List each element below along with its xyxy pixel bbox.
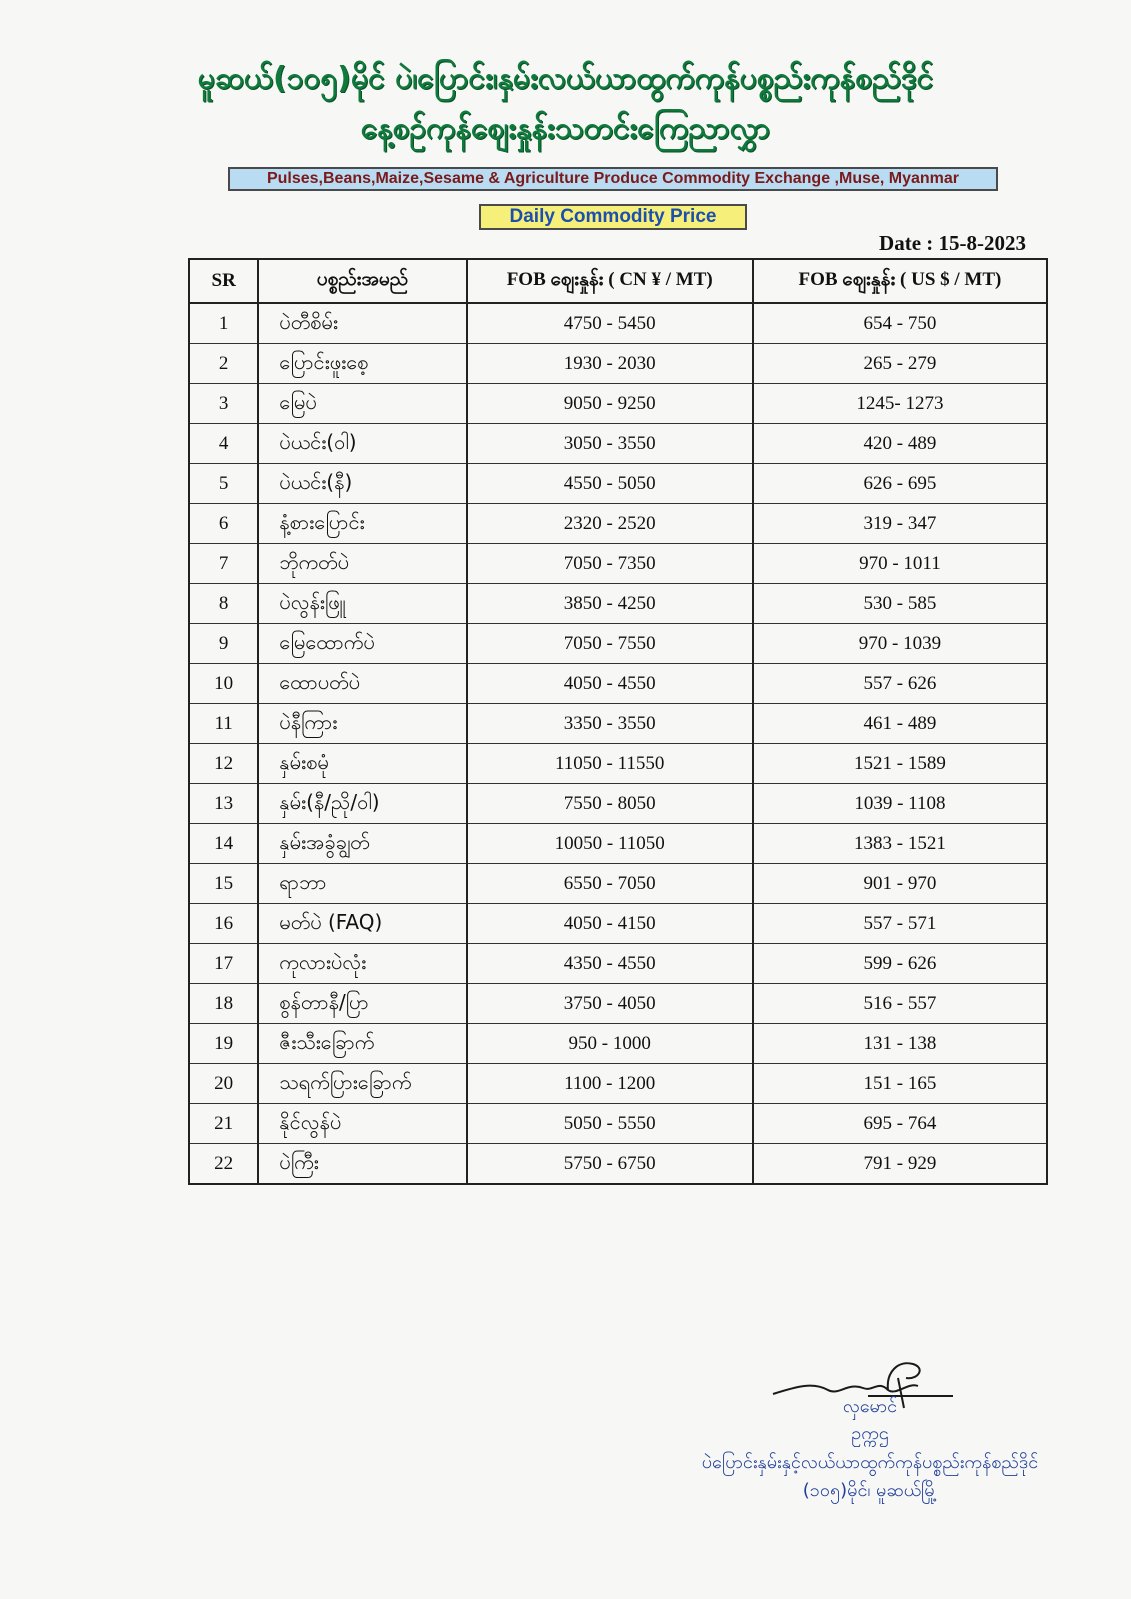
cell-fob-cny: 5050 - 5550 — [467, 1104, 753, 1144]
daily-commodity-price-banner: Daily Commodity Price — [479, 204, 747, 230]
cell-item-name: နှမ်း(နီ/ညို/ဝါ) — [258, 784, 466, 824]
cell-sr: 14 — [189, 824, 258, 864]
table-row — [189, 784, 1047, 824]
cell-fob-cny: 950 - 1000 — [467, 1024, 753, 1064]
cell-item-name: မြေပဲ — [258, 384, 466, 424]
signer-location: (၁၀၅)မိုင်၊ မူဆယ်မြို့ — [802, 1480, 938, 1501]
cell-fob-cny: 2320 - 2520 — [467, 504, 753, 544]
cell-fob-cny: 7550 - 8050 — [467, 784, 753, 824]
table-row — [189, 1064, 1047, 1104]
table-row — [189, 384, 1047, 424]
table-row — [189, 1104, 1047, 1144]
header-fob-cny: FOB ဈေးနှုန်း ( CN ¥ / MT) — [467, 259, 753, 303]
cell-sr: 13 — [189, 784, 258, 824]
cell-item-name: သရက်ပြားခြောက် — [258, 1064, 466, 1104]
cell-item-name: ပဲယင်း(နီ) — [258, 464, 466, 504]
cell-fob-usd: 970 - 1011 — [753, 544, 1047, 584]
cell-item-name: နှမ်းစမုံ — [258, 744, 466, 784]
table-row — [189, 624, 1047, 664]
table-row — [189, 984, 1047, 1024]
table-row — [189, 904, 1047, 944]
cell-item-name: ပဲကြီး — [258, 1144, 466, 1185]
cell-fob-cny: 11050 - 11550 — [467, 744, 753, 784]
table-row — [189, 504, 1047, 544]
cell-item-name: ပဲတီစိမ်း — [258, 303, 466, 344]
table-row — [189, 584, 1047, 624]
table-row — [189, 824, 1047, 864]
table-row — [189, 704, 1047, 744]
cell-item-name: ထောပတ်ပဲ — [258, 664, 466, 704]
table-row — [189, 744, 1047, 784]
cell-sr: 7 — [189, 544, 258, 584]
cell-fob-cny: 3850 - 4250 — [467, 584, 753, 624]
cell-sr: 8 — [189, 584, 258, 624]
cell-fob-cny: 4050 - 4550 — [467, 664, 753, 704]
cell-sr: 16 — [189, 904, 258, 944]
cell-sr: 6 — [189, 504, 258, 544]
cell-fob-cny: 4350 - 4550 — [467, 944, 753, 984]
signer-name: လှမောင် — [842, 1396, 898, 1417]
cell-fob-usd: 654 - 750 — [753, 303, 1047, 344]
table-row — [189, 1024, 1047, 1064]
cell-item-name: နံ့စားပြောင်း — [258, 504, 466, 544]
cell-sr: 12 — [189, 744, 258, 784]
cell-sr: 11 — [189, 704, 258, 744]
cell-fob-cny: 1930 - 2030 — [467, 344, 753, 384]
myanmar-title-line-2: နေ့စဉ်ကုန်ဈေးနှုန်းသတင်းကြေညာလွှာ — [360, 111, 771, 146]
cell-fob-usd: 599 - 626 — [753, 944, 1047, 984]
cell-fob-cny: 1100 - 1200 — [467, 1064, 753, 1104]
cell-item-name: ပဲလွန်းဖြူ — [258, 584, 466, 624]
table-row — [189, 344, 1047, 384]
cell-item-name: ရာဘာ — [258, 864, 466, 904]
header-sr: SR — [189, 259, 258, 303]
cell-fob-cny: 3350 - 3550 — [467, 704, 753, 744]
cell-item-name: ပဲယင်း(ဝါ) — [258, 424, 466, 464]
cell-fob-usd: 516 - 557 — [753, 984, 1047, 1024]
cell-sr: 18 — [189, 984, 258, 1024]
cell-item-name: ဘိုကတ်ပဲ — [258, 544, 466, 584]
table-row — [189, 464, 1047, 504]
report-date: Date : 15-8-2023 — [879, 231, 1026, 255]
cell-fob-usd: 626 - 695 — [753, 464, 1047, 504]
cell-item-name: နိုင်လွန်ပဲ — [258, 1104, 466, 1144]
cell-item-name: ပြောင်းဖူးစေ့ — [258, 344, 466, 384]
table-row — [189, 424, 1047, 464]
table-header-row — [189, 259, 1047, 303]
table-row — [189, 944, 1047, 984]
cell-sr: 20 — [189, 1064, 258, 1104]
cell-item-name: ဇီးသီးခြောက် — [258, 1024, 466, 1064]
cell-fob-usd: 970 - 1039 — [753, 624, 1047, 664]
cell-fob-usd: 530 - 585 — [753, 584, 1047, 624]
cell-fob-usd: 557 - 571 — [753, 904, 1047, 944]
cell-sr: 22 — [189, 1144, 258, 1185]
cell-fob-cny: 9050 - 9250 — [467, 384, 753, 424]
table-row — [189, 864, 1047, 904]
cell-fob-usd: 791 - 929 — [753, 1144, 1047, 1185]
cell-sr: 4 — [189, 424, 258, 464]
cell-item-name: မြေထောက်ပဲ — [258, 624, 466, 664]
english-exchange-banner: Pulses,Beans,Maize,Sesame & Agriculture Produce Commodity Exchange ,Muse, Myanmar — [228, 167, 998, 191]
cell-fob-cny: 4050 - 4150 — [467, 904, 753, 944]
cell-item-name: မတ်ပဲ (FAQ) — [258, 904, 466, 944]
cell-sr: 17 — [189, 944, 258, 984]
cell-fob-usd: 1521 - 1589 — [753, 744, 1047, 784]
cell-fob-usd: 557 - 626 — [753, 664, 1047, 704]
cell-fob-usd: 461 - 489 — [753, 704, 1047, 744]
signer-organization: ပဲပြောင်းနှမ်းနှင့်လယ်ယာထွက်ကုန်ပစ္စည်းကုန်စည်ဒိုင် — [701, 1452, 1039, 1473]
cell-fob-usd: 131 - 138 — [753, 1024, 1047, 1064]
cell-fob-usd: 1245- 1273 — [753, 384, 1047, 424]
cell-fob-cny: 4550 - 5050 — [467, 464, 753, 504]
cell-fob-cny: 7050 - 7550 — [467, 624, 753, 664]
cell-fob-usd: 319 - 347 — [753, 504, 1047, 544]
table-row — [189, 1144, 1047, 1185]
cell-item-name: နှမ်းအခွံချွတ် — [258, 824, 466, 864]
cell-fob-cny: 7050 - 7350 — [467, 544, 753, 584]
table-body — [189, 303, 1047, 1184]
cell-item-name: စွန်တာနီ/ပြာ — [258, 984, 466, 1024]
cell-fob-usd: 420 - 489 — [753, 424, 1047, 464]
cell-fob-cny: 10050 - 11050 — [467, 824, 753, 864]
signer-role: ဥက္ကဌ — [851, 1423, 889, 1444]
header-item-name: ပစ္စည်းအမည် — [258, 259, 466, 303]
table-row — [189, 664, 1047, 704]
cell-fob-usd: 1383 - 1521 — [753, 824, 1047, 864]
commodity-price-table — [188, 258, 1048, 1185]
cell-fob-cny: 3750 - 4050 — [467, 984, 753, 1024]
cell-sr: 19 — [189, 1024, 258, 1064]
cell-fob-usd: 151 - 165 — [753, 1064, 1047, 1104]
cell-sr: 5 — [189, 464, 258, 504]
cell-fob-usd: 695 - 764 — [753, 1104, 1047, 1144]
cell-sr: 9 — [189, 624, 258, 664]
cell-sr: 15 — [189, 864, 258, 904]
cell-fob-cny: 4750 - 5450 — [467, 303, 753, 344]
cell-fob-usd: 265 - 279 — [753, 344, 1047, 384]
header-fob-usd: FOB ဈေးနှုန်း ( US $ / MT) — [753, 259, 1047, 303]
table-row — [189, 303, 1047, 344]
cell-fob-cny: 6550 - 7050 — [467, 864, 753, 904]
myanmar-title-line-1: မူဆယ်(၁၀၅)မိုင် ပဲ၊ပြောင်း၊နှမ်းလယ်ယာထွက်ကုန်ပစ္စည်းကုန်စည်ဒိုင် — [197, 61, 934, 96]
cell-sr: 3 — [189, 384, 258, 424]
cell-sr: 21 — [189, 1104, 258, 1144]
cell-fob-usd: 901 - 970 — [753, 864, 1047, 904]
cell-sr: 2 — [189, 344, 258, 384]
cell-fob-cny: 5750 - 6750 — [467, 1144, 753, 1185]
cell-fob-cny: 3050 - 3550 — [467, 424, 753, 464]
cell-item-name: ကုလားပဲလုံး — [258, 944, 466, 984]
cell-sr: 1 — [189, 303, 258, 344]
table-row — [189, 544, 1047, 584]
cell-item-name: ပဲနီကြား — [258, 704, 466, 744]
cell-fob-usd: 1039 - 1108 — [753, 784, 1047, 824]
cell-sr: 10 — [189, 664, 258, 704]
